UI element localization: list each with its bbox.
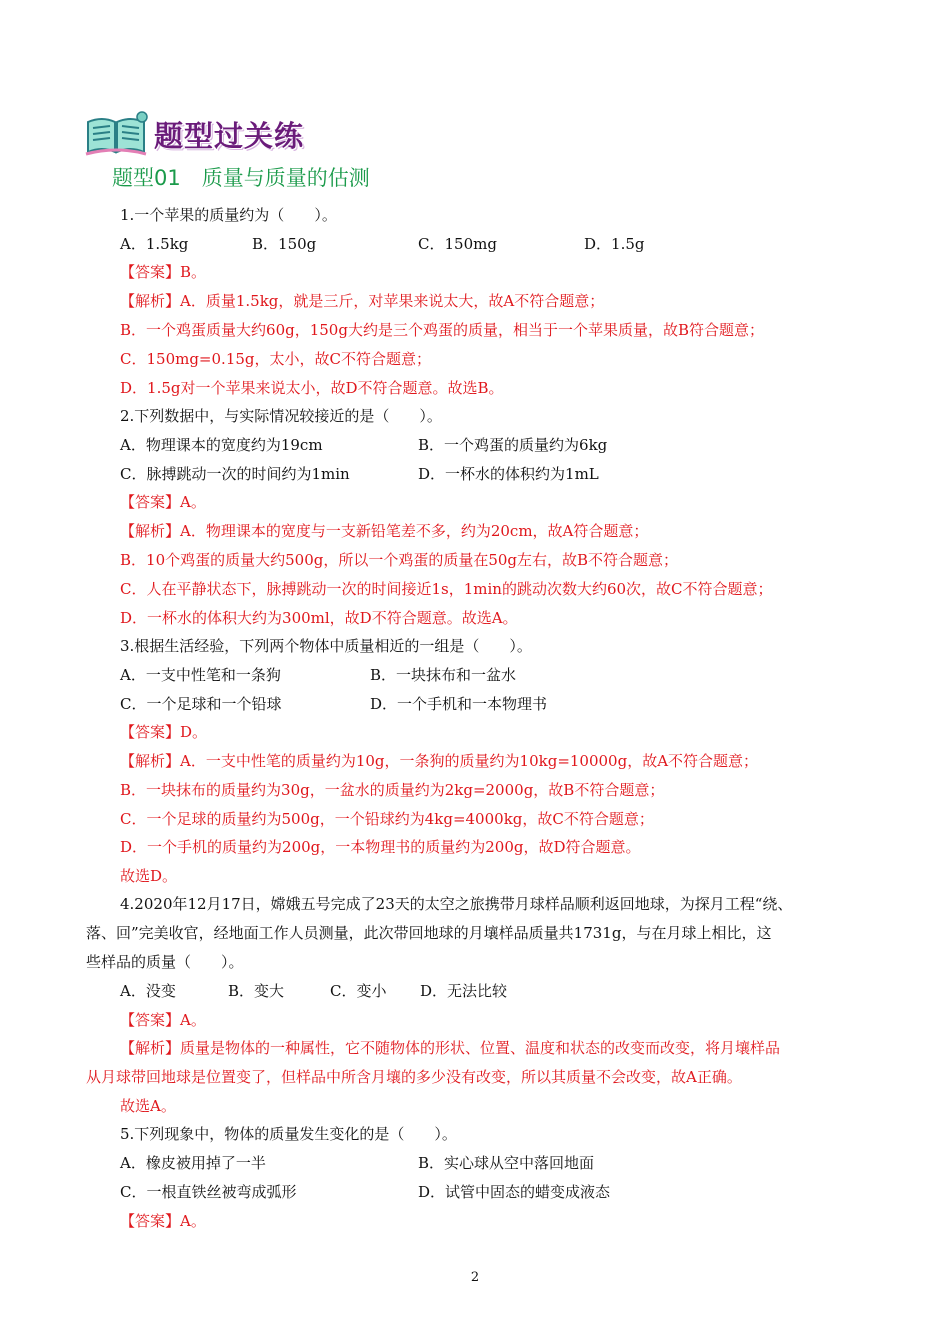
- q4-answer: 【答案】A。: [120, 1011, 206, 1029]
- q4-analysis-2: 从月球带回地球是位置变了，但样品中所含月壤的多少没有改变，所以其质量不会改变，故A正确。: [86, 1068, 742, 1086]
- q4-option-d: D．无法比较: [420, 982, 508, 1000]
- q4-option-a: A．没变: [120, 982, 176, 1000]
- q2-analysis-tag: 【解析】: [120, 522, 181, 540]
- q3-analysis-line: [120, 751, 758, 771]
- q2-analysis-c: C．人在平静状态下，脉搏跳动一次的时间接近1s，1min的跳动次数大约60次，故C不符合题意；: [120, 580, 773, 598]
- q1-analysis-c: C．150mg=0.15g，太小，故C不符合题意；: [120, 350, 431, 368]
- q4-option-b: B．变大: [228, 982, 285, 1000]
- page-number: 2: [470, 1270, 480, 1285]
- q5-option-d: D．试管中固态的蜡变成液态: [418, 1183, 611, 1201]
- q4-stem-line-3: 些样品的质量（ ）。: [86, 953, 244, 971]
- q2-option-b: B．一个鸡蛋的质量约为6kg: [418, 436, 608, 454]
- q2-stem: 2.下列数据中，与实际情况较接近的是（ ）。: [120, 407, 442, 425]
- q3-answer: 【答案】D。: [120, 723, 208, 741]
- q4-option-c: C．变小: [330, 982, 387, 1000]
- header-title: 题型过关练: [154, 118, 305, 153]
- q2-analysis-a: A．物理课本的宽度与一支新铅笔差不多，约为20cm，故A符合题意；: [180, 522, 649, 540]
- q5-option-c: C．一根直铁丝被弯成弧形: [120, 1183, 297, 1201]
- q5-stem: 5.下列现象中，物体的质量发生变化的是（ ）。: [120, 1125, 457, 1143]
- q1-analysis-tag: 【解析】: [120, 292, 181, 310]
- q2-analysis-b: B．10个鸡蛋的质量大约500g，所以一个鸡蛋的质量在50g左右，故B不符合题意；: [120, 551, 679, 569]
- q2-option-c: C．脉搏跳动一次的时间约为1min: [120, 465, 350, 483]
- q3-stem: 3.根据生活经验，下列两个物体中质量相近的一组是（ ）。: [120, 637, 532, 655]
- q1-option-d: D．1.5g: [584, 235, 645, 253]
- q1-stem: 1.一个苹果的质量约为（ ）。: [120, 206, 337, 224]
- q3-option-d: D．一个手机和一本物理书: [370, 695, 548, 713]
- q1-option-b: B．150g: [252, 235, 317, 253]
- q1-analysis-b: B．一个鸡蛋质量大约60g，150g大约是三个鸡蛋的质量，相当于一个苹果质量，故B符合题意；: [120, 321, 764, 339]
- q4-analysis-line: [120, 1038, 780, 1058]
- q1-answer: 【答案】B。: [120, 263, 207, 281]
- q4-stem-line-1: 4.2020年12月17日，嫦娥五号完成了23天的太空之旅携带月球样品顺利返回地球，为探月工程“绕、: [120, 895, 793, 913]
- q3-analysis-tag: 【解析】: [120, 752, 181, 770]
- q5-option-a: A．橡皮被用掉了一半: [120, 1154, 266, 1172]
- q3-option-b: B．一块抹布和一盆水: [370, 666, 517, 684]
- section-title: 题型01 质量与质量的估测: [112, 166, 370, 190]
- q4-analysis-tag: 【解析】: [120, 1039, 181, 1057]
- q1-analysis-a: A．质量1.5kg，就是三斤，对苹果来说太大，故A不符合题意；: [180, 292, 605, 310]
- q2-analysis-line: [120, 521, 648, 541]
- q3-option-a: A．一支中性笔和一条狗: [120, 666, 281, 684]
- q3-option-c: C．一个足球和一个铅球: [120, 695, 282, 713]
- section-header: [84, 108, 304, 160]
- q2-option-a: A．物理课本的宽度约为19cm: [120, 436, 323, 454]
- q1-option-a: A．1.5kg: [120, 235, 189, 253]
- q5-answer: 【答案】A。: [120, 1212, 206, 1230]
- q3-conclusion: 故选D。: [120, 867, 178, 885]
- q4-stem-line-2: 落、回”完美收官，经地面工作人员测量，此次带回地球的月壤样品质量共1731g，与在月球上相比，这: [86, 924, 772, 942]
- q2-analysis-d: D．一杯水的体积大约为300ml，故D不符合题意。故选A。: [120, 609, 518, 627]
- q5-option-b: B．实心球从空中落回地面: [418, 1154, 595, 1172]
- q1-analysis-d: D．1.5g对一个苹果来说太小，故D不符合题意。故选B。: [120, 379, 504, 397]
- q3-analysis-d: D．一个手机的质量约为200g，一本物理书的质量约为200g，故D符合题意。: [120, 838, 641, 856]
- q3-analysis-a: A．一支中性笔的质量约为10g，一条狗的质量约为10kg=10000g，故A不符合题意；: [180, 752, 759, 770]
- q4-analysis-1: 质量是物体的一种属性，它不随物体的形状、位置、温度和状态的改变而改变，将月壤样品: [180, 1039, 781, 1057]
- q4-conclusion: 故选A。: [120, 1097, 176, 1115]
- q1-option-c: C．150mg: [418, 235, 497, 253]
- q3-analysis-c: C．一个足球的质量约为500g，一个铅球约为4kg=4000kg，故C不符合题意；: [120, 810, 654, 828]
- open-book-icon: [84, 110, 148, 158]
- q2-option-d: D．一杯水的体积约为1mL: [418, 465, 599, 483]
- q3-analysis-b: B．一块抹布的质量约为30g，一盆水的质量约为2kg=2000g，故B不符合题意；: [120, 781, 665, 799]
- q1-analysis-line: [120, 291, 604, 311]
- q2-answer: 【答案】A。: [120, 493, 206, 511]
